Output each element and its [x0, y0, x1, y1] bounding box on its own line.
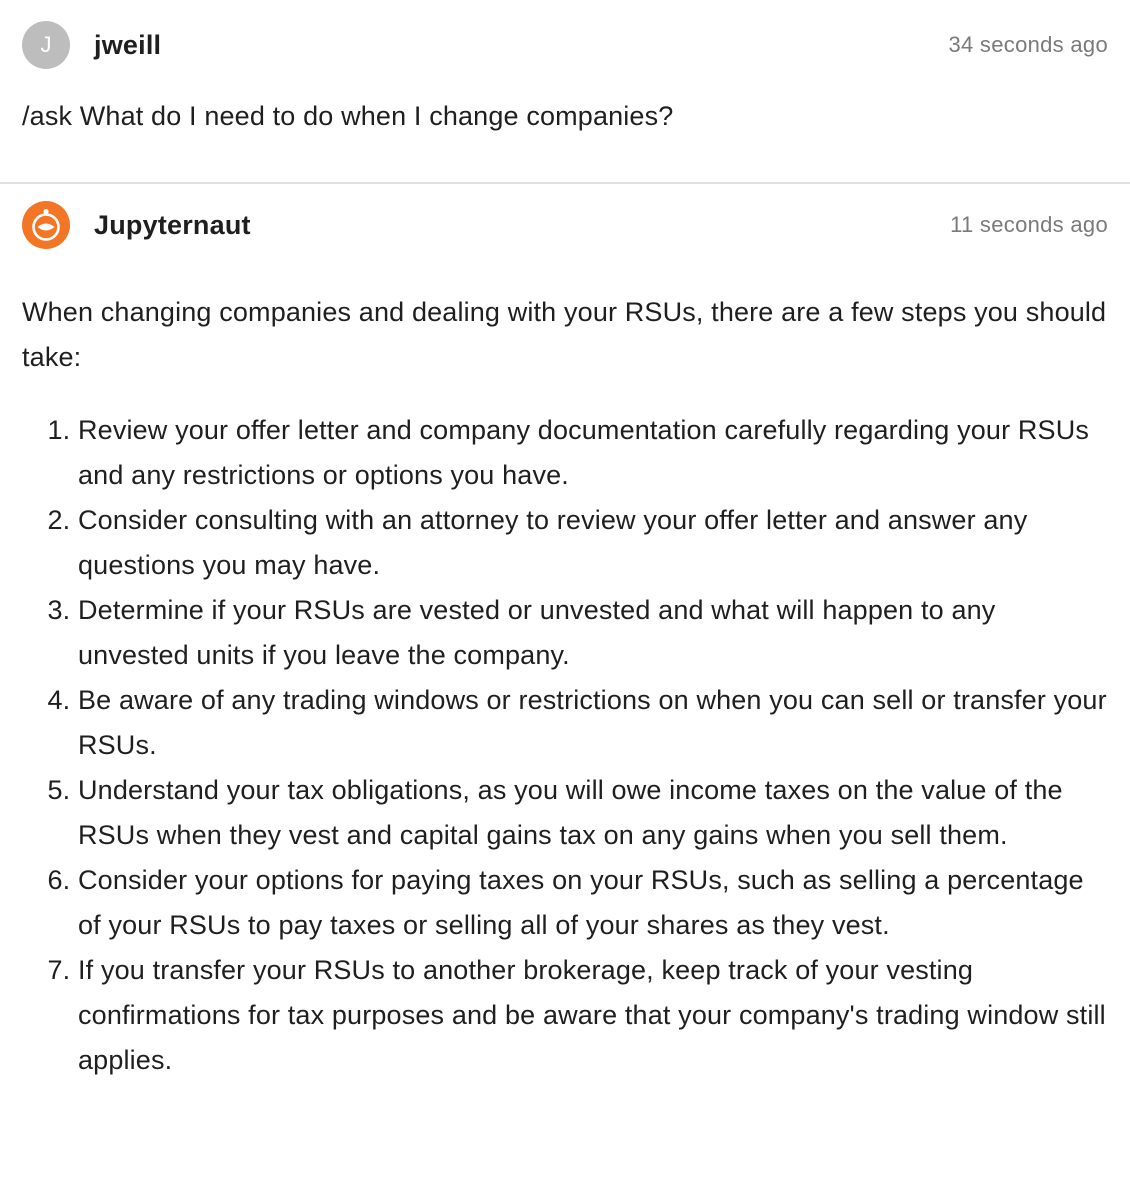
list-item: 7. If you transfer your RSUs to another brokerage, keep track of your vesting confirmations for tax purposes and be aware that your company's trading window still applies.: [78, 948, 1108, 1083]
message-timestamp: 34 seconds ago: [948, 32, 1108, 57]
list-item: 3. Determine if your RSUs are vested or unvested and what will happen to any unvested units if you leave the company.: [78, 588, 1108, 678]
message-body: /ask What do I need to do when I change companies?: [22, 101, 674, 131]
list-item: 4. Be aware of any trading windows or restrictions on when you can sell or transfer your RSUs.: [78, 678, 1108, 768]
message-timestamp: 11 seconds ago: [950, 212, 1108, 237]
message-author: Jupyternaut: [94, 210, 251, 240]
user-avatar: J: [22, 21, 70, 69]
jupyternaut-icon: [22, 201, 70, 249]
message-header: [22, 201, 1108, 249]
list-item: 6. Consider your options for paying taxes on your RSUs, such as selling a percentage of your RSUs to pay taxes or selling all of your shares as they vest.: [78, 858, 1108, 948]
response-intro: When changing companies and dealing with your RSUs, there are a few steps you should take:: [22, 297, 1107, 372]
message-author: jweill: [94, 30, 162, 60]
list-item: 1. Review your offer letter and company documentation carefully regarding your RSUs and any restrictions or options you have.: [78, 408, 1108, 498]
steps-list: [22, 408, 1108, 1083]
message-header: [22, 21, 1108, 69]
list-item: 5. Understand your tax obligations, as you will owe income taxes on the value of the RSUs when they vest and capital gains tax on any gains when you sell them.: [78, 768, 1108, 858]
user-message: [0, 0, 1130, 184]
list-item: 2. Consider consulting with an attorney to review your offer letter and answer any questions you may have.: [78, 498, 1108, 588]
jupyternaut-avatar: [22, 201, 70, 249]
